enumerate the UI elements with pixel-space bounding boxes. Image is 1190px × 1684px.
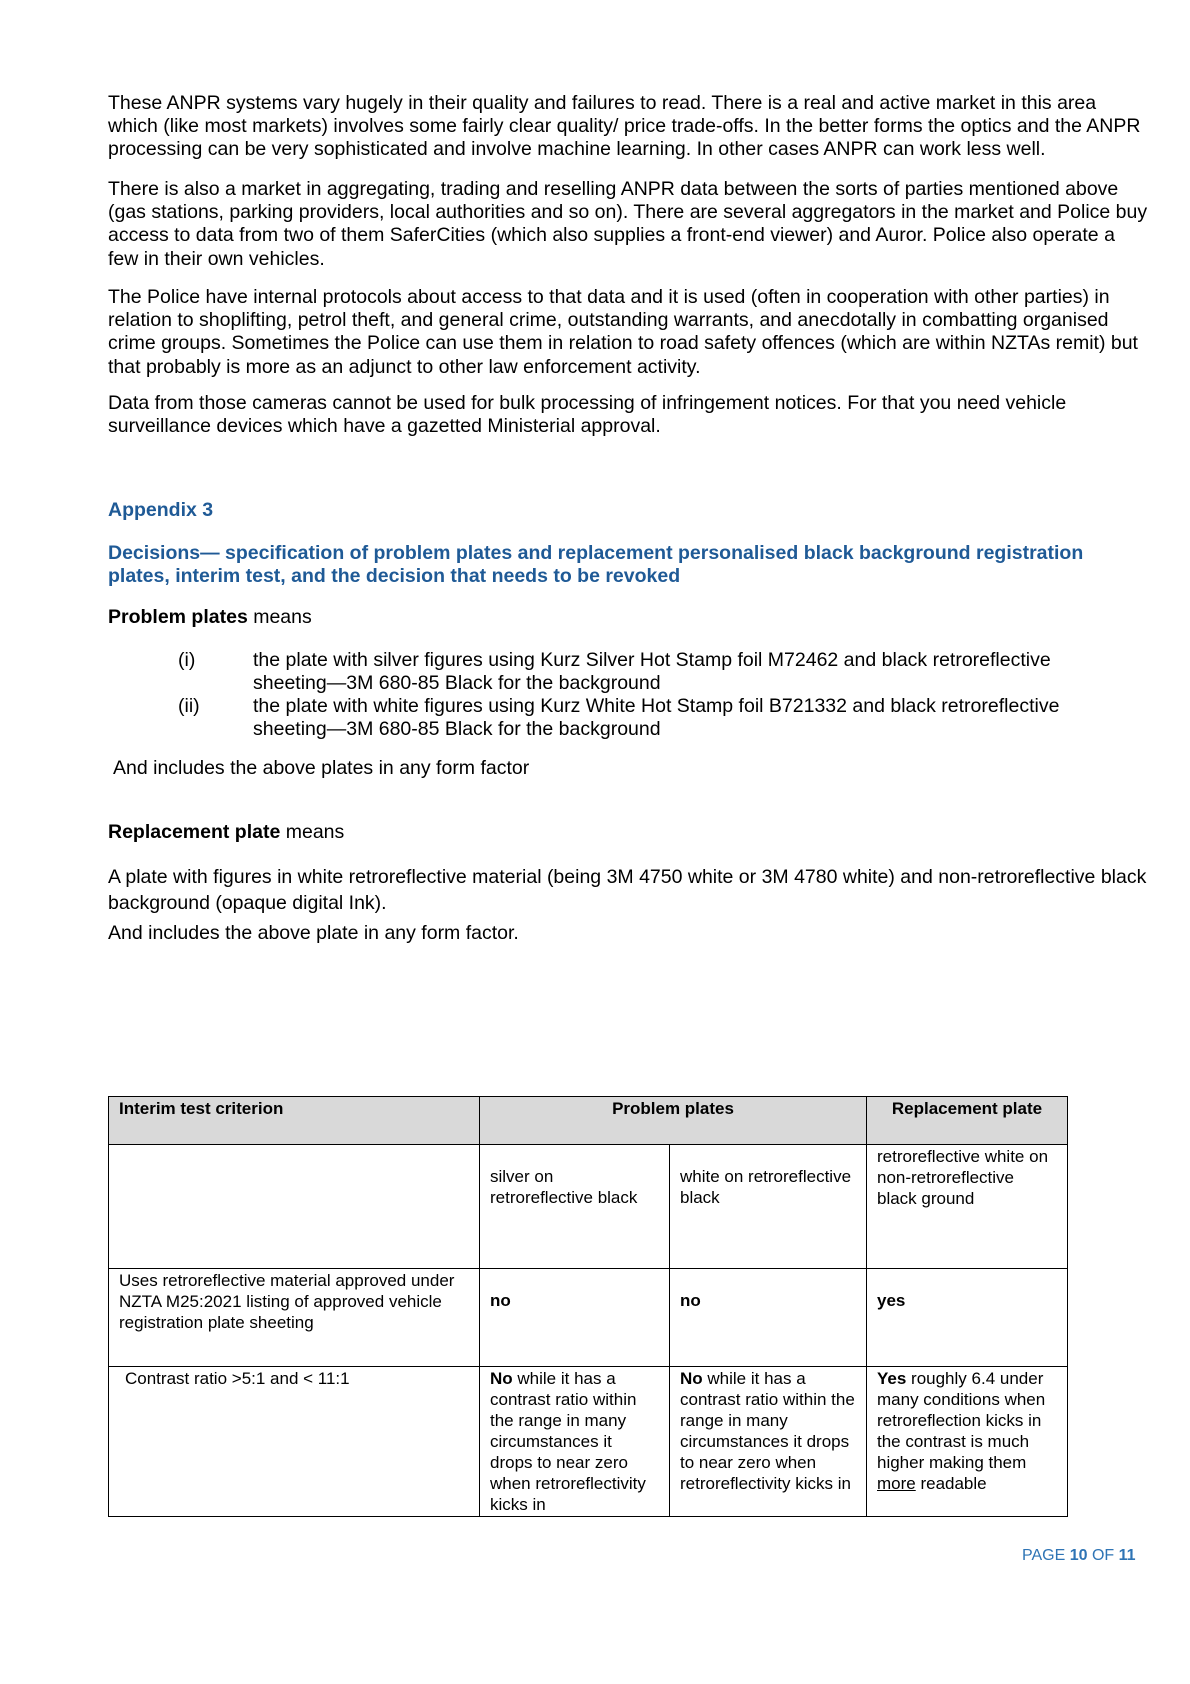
page-current: 10 [1069,1547,1088,1564]
row2-replacement-underline: more [877,1474,916,1493]
replacement-plate-includes: And includes the above plate in any form factor. [108,922,519,944]
interim-test-table [108,1096,1068,1517]
row1-replacement: yes [867,1269,1068,1367]
subheader-silver: silver on retroreflective black [480,1145,670,1269]
paragraph-camera-data: Data from those cameras cannot be used for bulk processing of infringement notices. For that you need vehicle surveillance devices which have a gazetted Ministerial approval. [108,392,1067,438]
row1-silver: no [480,1269,670,1367]
list-item-text: the plate with white figures using Kurz White Hot Stamp foil B721332 and black retroreflective sheeting—3M 680-85 Black for the background [253,695,1060,741]
row2-replacement-tail: readable [915,1474,987,1493]
appendix-title: Appendix 3 [108,499,214,521]
table-row [109,1367,1068,1517]
problem-plates-includes: And includes the above plates in any form factor [113,757,530,779]
row2-silver-lead: No [490,1369,513,1388]
page-word: PAGE [1022,1547,1070,1564]
page-of-word: OF [1087,1547,1119,1564]
header-replacement-plate: Replacement plate [867,1097,1068,1145]
replacement-plate-label [108,821,344,844]
subheader-replacement: retroreflective white on non-retroreflective black ground [867,1145,1068,1269]
page-number [1022,1547,1136,1565]
replacement-plate-means: means [280,821,345,843]
table-row [109,1145,1068,1269]
list-item-number: (i) [178,649,196,671]
problem-plates-means: means [247,606,312,628]
problem-plates-term: Problem plates [108,606,248,628]
row2-white [670,1367,867,1517]
row2-white-lead: No [680,1369,703,1388]
list-item-number: (ii) [178,695,200,717]
page-total: 11 [1118,1547,1136,1564]
row1-criterion: Uses retroreflective material approved under NZTA M25:2021 listing of approved vehicle registration plate sheeting [109,1269,480,1367]
problem-plates-label [108,606,312,629]
row2-silver [480,1367,670,1517]
table-cell-empty [109,1145,480,1269]
row2-replacement [867,1367,1068,1517]
replacement-plate-description: A plate with figures in white retroreflective material (being 3M 4750 white or 3M 4780 white) and non-retroreflective black background (opaque digital Ink). [108,866,1147,914]
row2-replacement-text: roughly 6.4 under many conditions when retroreflection kicks in the contrast is much higher making them [877,1369,1046,1472]
header-criterion: Interim test criterion [109,1097,480,1145]
header-problem-plates: Problem plates [480,1097,867,1145]
replacement-plate-term: Replacement plate [108,821,281,843]
table-header-row [109,1097,1068,1145]
subheader-white: white on retroreflective black [670,1145,867,1269]
row1-white: no [670,1269,867,1367]
appendix-subtitle: Decisions— specification of problem plates and replacement personalised black background registration plates, interim test, and the decision that needs to be revoked [108,542,1084,588]
table-row [109,1269,1068,1367]
row2-replacement-lead: Yes [877,1369,907,1388]
row2-criterion: Contrast ratio >5:1 and < 11:1 [109,1367,480,1517]
paragraph-anpr-quality: These ANPR systems vary hugely in their quality and failures to read. There is a real and active market in this area which (like most markets) involves some fairly clear quality/ price trade-offs. In the better forms the optics and the ANPR processing can be very sophisticated and involve machine learning. In other cases ANPR can work less well. [108,92,1141,161]
list-item-text: the plate with silver figures using Kurz Silver Hot Stamp foil M72462 and black retroreflective sheeting—3M 680-85 Black for the background [253,649,1051,695]
row2-white-text: while it has a contrast ratio within the range in many circumstances it drops to near zero when retroreflectivity kicks in [680,1369,855,1493]
paragraph-police-protocols: The Police have internal protocols about access to that data and it is used (often in cooperation with other parties) in relation to shoplifting, petrol theft, and general crime, outstanding warrants, and anecdotally in combatting organised crime groups. Sometimes the Police can use them in relation to road safety offences (which are within NZTAs remit) but that probably is more as an adjunct to other law enforcement activity. [108,286,1138,378]
row2-silver-text: while it has a contrast ratio within the range in many circumstances it drops to near zero when retroreflectivity kicks in [490,1369,646,1514]
paragraph-anpr-market: There is also a market in aggregating, trading and reselling ANPR data between the sorts of parties mentioned above (gas stations, parking providers, local authorities and so on). There are several aggregators in the market and Police buy access to data from two of them SaferCities (which also supplies a front-end viewer) and Auror. Police also operate a few in their own vehicles. [108,178,1148,270]
